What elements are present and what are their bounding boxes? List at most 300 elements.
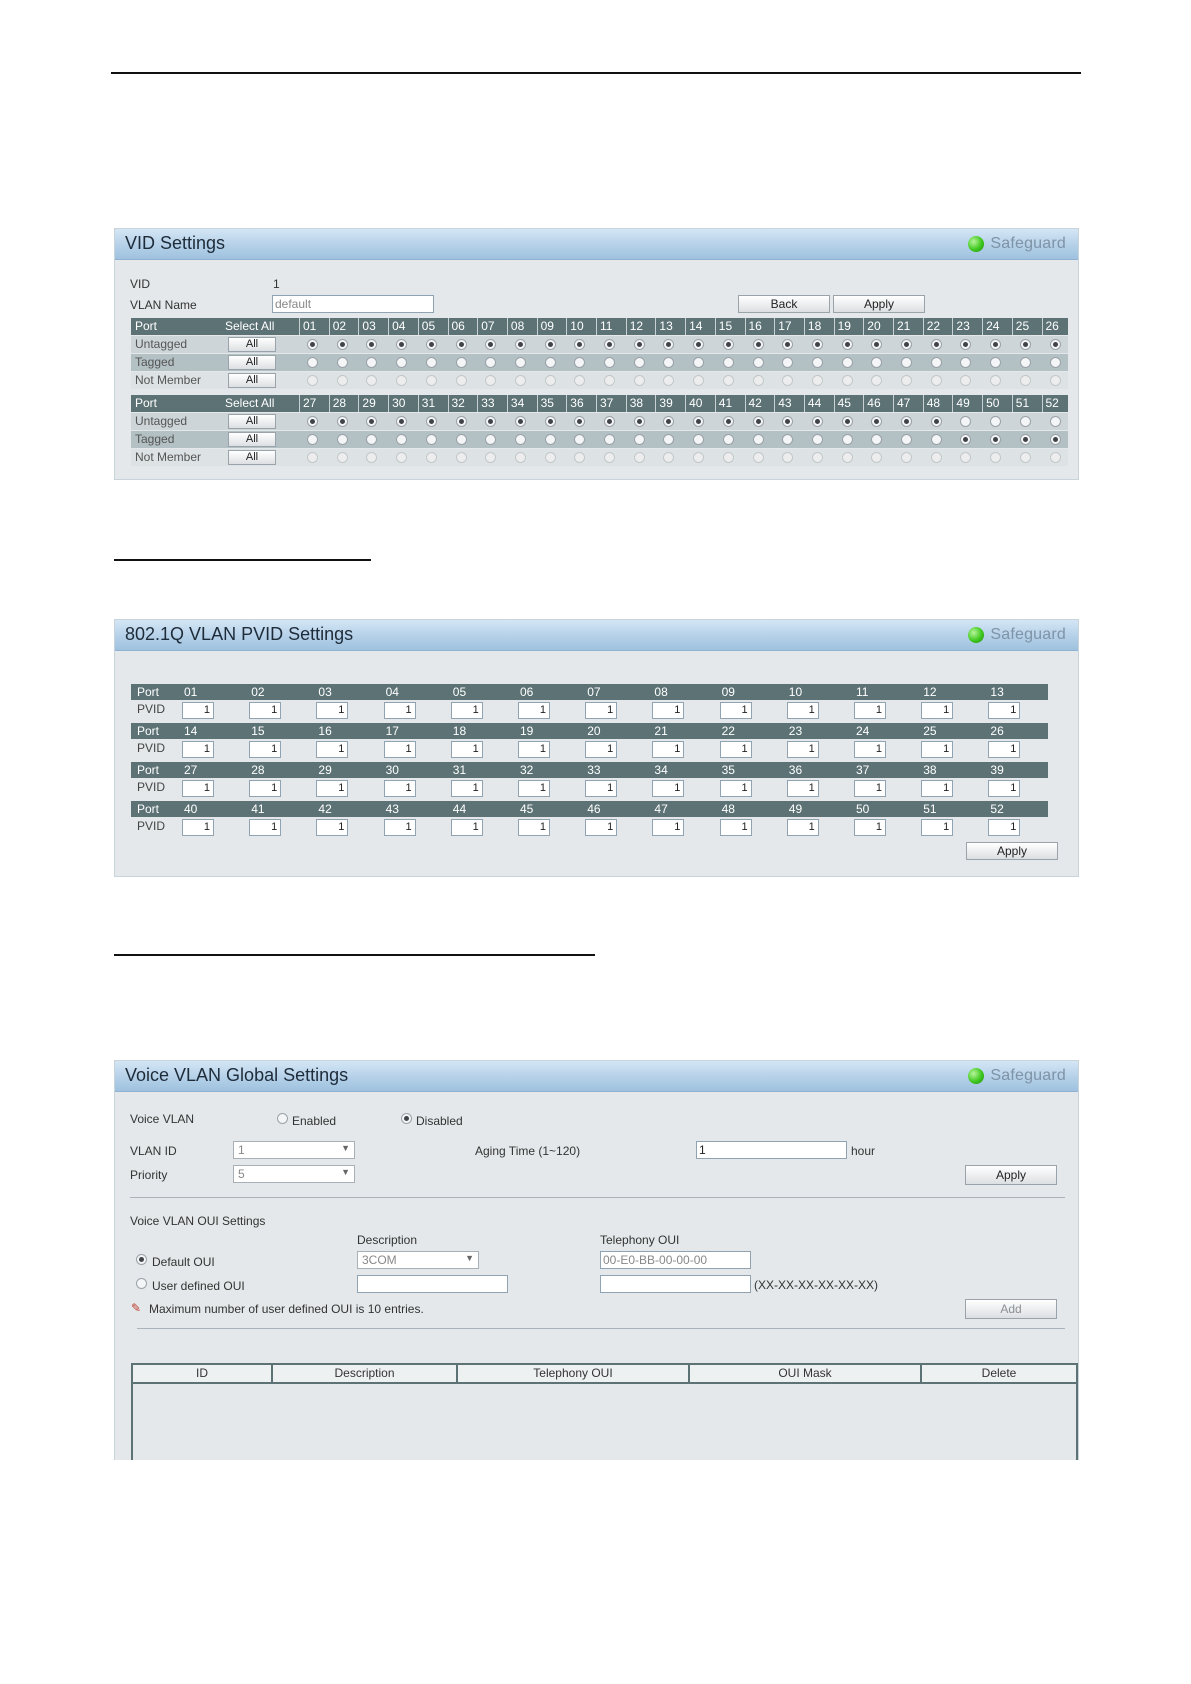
untagged-port-radio[interactable]: [426, 416, 437, 427]
pvid-input[interactable]: 1: [787, 780, 819, 797]
tagged-port-radio[interactable]: [604, 357, 615, 368]
untagged-port-radio[interactable]: [485, 416, 496, 427]
tagged-port-radio[interactable]: [931, 357, 942, 368]
port-cell: [715, 431, 744, 448]
not-member-port-radio[interactable]: [782, 375, 793, 386]
pvid-input[interactable]: 1: [451, 702, 483, 719]
untagged-port-radio[interactable]: [693, 339, 704, 350]
pvid-input[interactable]: 1: [585, 819, 617, 836]
not-member-port-radio[interactable]: [693, 452, 704, 463]
port-number: 24: [856, 724, 870, 738]
pvid-input[interactable]: 1: [854, 780, 886, 797]
pvid-input[interactable]: 1: [652, 819, 684, 836]
not-member-port-radio[interactable]: [960, 452, 971, 463]
untagged-port-radio[interactable]: [634, 416, 645, 427]
port-number: 31: [421, 396, 436, 410]
apply-button[interactable]: Apply: [965, 1165, 1057, 1185]
untagged-port-radio[interactable]: [901, 416, 912, 427]
untagged-port-radio[interactable]: [307, 339, 318, 350]
all-not-member-button[interactable]: All: [228, 450, 276, 465]
untagged-port-radio[interactable]: [456, 416, 467, 427]
apply-button[interactable]: Apply: [966, 842, 1058, 860]
untagged-port-radio[interactable]: [960, 339, 971, 350]
tagged-port-radio[interactable]: [960, 434, 971, 445]
tagged-port-radio[interactable]: [960, 357, 971, 368]
port-number-cell: [537, 395, 566, 412]
untagged-label: Untagged: [135, 414, 188, 428]
tagged-port-radio[interactable]: [634, 357, 645, 368]
pvid-input[interactable]: 1: [854, 741, 886, 758]
tagged-port-radio[interactable]: [634, 434, 645, 445]
port-cell: [893, 372, 922, 389]
not-member-port-radio[interactable]: [307, 375, 318, 386]
port-cell: [507, 431, 536, 448]
port-cell: [745, 372, 774, 389]
port-number-cell: [1012, 318, 1041, 335]
untagged-port-radio[interactable]: [871, 416, 882, 427]
tagged-port-radio[interactable]: [307, 434, 318, 445]
untagged-port-radio[interactable]: [693, 416, 704, 427]
port-number: 42: [748, 396, 762, 410]
pvid-input[interactable]: 1: [182, 780, 214, 797]
pvid-input[interactable]: 1: [384, 780, 416, 797]
untagged-port-radio[interactable]: [901, 339, 912, 350]
pvid-input[interactable]: 1: [518, 819, 550, 836]
all-untagged-button[interactable]: All: [228, 337, 276, 352]
pvid-input[interactable]: 1: [249, 819, 281, 836]
pvid-input[interactable]: 1: [720, 702, 752, 719]
untagged-port-radio[interactable]: [663, 416, 674, 427]
untagged-port-radio[interactable]: [396, 416, 407, 427]
tagged-port-radio[interactable]: [1020, 357, 1031, 368]
untagged-port-radio[interactable]: [574, 416, 585, 427]
pvid-input[interactable]: 1: [585, 741, 617, 758]
port-number-cell: [566, 395, 595, 412]
tagged-port-radio[interactable]: [604, 434, 615, 445]
port-cell: [448, 336, 477, 353]
not-member-port-radio[interactable]: [574, 452, 585, 463]
port-number: 38: [923, 763, 937, 777]
untagged-port-radio[interactable]: [1020, 339, 1031, 350]
pvid-input[interactable]: 1: [720, 741, 752, 758]
not-member-port-radio[interactable]: [366, 375, 377, 386]
untagged-port-radio[interactable]: [782, 339, 793, 350]
port-cell: [863, 336, 892, 353]
not-member-port-radio[interactable]: [1050, 375, 1061, 386]
tagged-port-radio[interactable]: [842, 357, 853, 368]
tagged-port-radio[interactable]: [901, 434, 912, 445]
not-member-port-radio[interactable]: [396, 375, 407, 386]
tagged-port-radio[interactable]: [693, 434, 704, 445]
pvid-input[interactable]: 1: [249, 741, 281, 758]
untagged-port-radio[interactable]: [366, 416, 377, 427]
untagged-port-radio[interactable]: [1020, 416, 1031, 427]
pvid-input[interactable]: 1: [720, 780, 752, 797]
port-cell: [804, 336, 833, 353]
pvid-input[interactable]: 1: [451, 780, 483, 797]
port-cell: [418, 354, 447, 371]
all-tagged-button[interactable]: All: [228, 432, 276, 447]
port-number: 13: [659, 319, 673, 333]
back-button[interactable]: Back: [738, 295, 830, 313]
tagged-port-radio[interactable]: [1020, 434, 1031, 445]
not-member-port-radio[interactable]: [1020, 375, 1031, 386]
tagged-port-radio[interactable]: [753, 357, 764, 368]
untagged-port-radio[interactable]: [337, 339, 348, 350]
tagged-port-radio[interactable]: [782, 357, 793, 368]
tagged-port-radio[interactable]: [782, 434, 793, 445]
untagged-port-radio[interactable]: [812, 339, 823, 350]
not-member-port-radio[interactable]: [663, 375, 674, 386]
not-member-port-radio[interactable]: [842, 452, 853, 463]
pvid-port-row: [131, 723, 1048, 739]
select-all-label: Select All: [225, 319, 275, 333]
port-number: 26: [1045, 319, 1059, 333]
pvid-input[interactable]: 1: [384, 819, 416, 836]
pvid-input[interactable]: 1: [316, 702, 348, 719]
port-cell: [685, 372, 714, 389]
pvid-input[interactable]: 1: [988, 741, 1020, 758]
pvid-input[interactable]: 1: [384, 702, 416, 719]
untagged-port-radio[interactable]: [842, 339, 853, 350]
untagged-port-radio[interactable]: [842, 416, 853, 427]
pvid-input[interactable]: 1: [787, 819, 819, 836]
tagged-port-radio[interactable]: [515, 434, 526, 445]
pvid-input[interactable]: 1: [451, 741, 483, 758]
pvid-port-row: [131, 801, 1048, 817]
enabled-radio[interactable]: [277, 1113, 288, 1124]
panel-title: VID Settings: [125, 233, 226, 253]
tagged-port-radio[interactable]: [723, 357, 734, 368]
not-member-port-radio[interactable]: [337, 452, 348, 463]
port-cell: [329, 431, 358, 448]
not-member-port-radio[interactable]: [634, 452, 645, 463]
disabled-radio[interactable]: [401, 1113, 412, 1124]
telephony-oui-default-input[interactable]: 00-E0-BB-00-00-00: [600, 1251, 751, 1269]
port-number: 46: [867, 396, 881, 410]
port-number-cell: [418, 395, 447, 412]
pvid-input[interactable]: 1: [988, 702, 1020, 719]
untagged-port-radio[interactable]: [337, 416, 348, 427]
tagged-port-radio[interactable]: [307, 357, 318, 368]
not-member-port-radio[interactable]: [990, 375, 1001, 386]
not-member-port-radio[interactable]: [574, 375, 585, 386]
port-number-cell: [329, 318, 358, 335]
safeguard-indicator: [968, 235, 1066, 253]
port-cell: [507, 336, 536, 353]
not-member-port-radio[interactable]: [456, 452, 467, 463]
not-member-port-radio[interactable]: [871, 452, 882, 463]
pvid-input[interactable]: 1: [182, 741, 214, 758]
all-tagged-button[interactable]: All: [228, 355, 276, 370]
tagged-port-radio[interactable]: [574, 357, 585, 368]
not-member-port-radio[interactable]: [812, 452, 823, 463]
pvid-input[interactable]: 1: [518, 702, 550, 719]
tagged-port-radio[interactable]: [901, 357, 912, 368]
not-member-port-radio[interactable]: [307, 452, 318, 463]
add-button[interactable]: Add: [965, 1299, 1057, 1319]
tagged-port-radio[interactable]: [663, 357, 674, 368]
port-cell: [507, 372, 536, 389]
tagged-port-radio[interactable]: [990, 434, 1001, 445]
pvid-input[interactable]: 1: [652, 741, 684, 758]
not-member-port-radio[interactable]: [634, 375, 645, 386]
pvid-input[interactable]: 1: [921, 741, 953, 758]
port-number-cell: [626, 318, 655, 335]
pvid-input[interactable]: 1: [988, 780, 1020, 797]
tagged-port-radio[interactable]: [456, 357, 467, 368]
tagged-port-radio[interactable]: [426, 357, 437, 368]
port-number-cell: [893, 318, 922, 335]
untagged-port-radio[interactable]: [604, 416, 615, 427]
tagged-port-radio[interactable]: [485, 434, 496, 445]
telephony-oui-input[interactable]: [600, 1275, 751, 1293]
pvid-input[interactable]: 1: [182, 819, 214, 836]
untagged-port-radio[interactable]: [723, 416, 734, 427]
tagged-port-radio[interactable]: [693, 357, 704, 368]
pvid-input[interactable]: 1: [316, 741, 348, 758]
tagged-port-radio[interactable]: [812, 357, 823, 368]
tagged-port-radio[interactable]: [366, 434, 377, 445]
pvid-input[interactable]: 1: [585, 780, 617, 797]
not-member-port-radio[interactable]: [426, 375, 437, 386]
untagged-port-radio[interactable]: [931, 339, 942, 350]
untagged-port-radio[interactable]: [396, 339, 407, 350]
port-cell: [566, 431, 595, 448]
port-cell: [982, 449, 1011, 466]
not-member-port-radio[interactable]: [545, 452, 556, 463]
tagged-port-radio[interactable]: [574, 434, 585, 445]
untagged-port-radio[interactable]: [812, 416, 823, 427]
all-not-member-button[interactable]: All: [228, 373, 276, 388]
port-number-cell: [537, 318, 566, 335]
not-member-port-radio[interactable]: [842, 375, 853, 386]
pvid-input[interactable]: 1: [182, 702, 214, 719]
not-member-port-radio[interactable]: [723, 452, 734, 463]
apply-button[interactable]: Apply: [833, 295, 925, 313]
tagged-port-radio[interactable]: [931, 434, 942, 445]
port-cell: [1012, 372, 1041, 389]
not-member-label: Not Member: [135, 373, 202, 387]
priority-select[interactable]: [233, 1165, 355, 1183]
pvid-input[interactable]: 1: [249, 780, 281, 797]
tagged-port-radio[interactable]: [1050, 434, 1061, 445]
not-member-port-radio[interactable]: [871, 375, 882, 386]
pvid-input[interactable]: 1: [652, 702, 684, 719]
port-cell: [685, 354, 714, 371]
not-member-port-radio[interactable]: [901, 375, 912, 386]
port-cell: [804, 372, 833, 389]
aging-time-input[interactable]: 1: [696, 1141, 847, 1159]
not-member-port-radio[interactable]: [515, 375, 526, 386]
tagged-port-radio[interactable]: [366, 357, 377, 368]
tagged-port-radio[interactable]: [812, 434, 823, 445]
not-member-port-radio[interactable]: [753, 452, 764, 463]
pvid-input[interactable]: 1: [720, 819, 752, 836]
tagged-port-radio[interactable]: [1050, 357, 1061, 368]
pvid-input[interactable]: 1: [921, 702, 953, 719]
port-cell: [537, 354, 566, 371]
not-member-port-radio[interactable]: [366, 452, 377, 463]
all-untagged-button[interactable]: All: [228, 414, 276, 429]
tagged-port-radio[interactable]: [871, 357, 882, 368]
untagged-port-radio[interactable]: [782, 416, 793, 427]
pvid-input[interactable]: 1: [652, 780, 684, 797]
port-number: 23: [788, 724, 803, 738]
not-member-port-radio[interactable]: [456, 375, 467, 386]
port-cell: [715, 354, 744, 371]
untagged-port-radio[interactable]: [366, 339, 377, 350]
port-number: 02: [332, 319, 347, 333]
untagged-port-radio[interactable]: [663, 339, 674, 350]
untagged-port-radio[interactable]: [753, 339, 764, 350]
pvid-input[interactable]: 1: [518, 741, 550, 758]
tagged-port-radio[interactable]: [990, 357, 1001, 368]
tagged-port-radio[interactable]: [426, 434, 437, 445]
description-input[interactable]: [357, 1275, 508, 1293]
tagged-port-radio[interactable]: [456, 434, 467, 445]
tagged-port-radio[interactable]: [545, 357, 556, 368]
pvid-label: PVID: [137, 819, 166, 833]
not-member-port-radio[interactable]: [337, 375, 348, 386]
untagged-port-radio[interactable]: [545, 416, 556, 427]
tagged-port-radio[interactable]: [337, 434, 348, 445]
port-number: 20: [867, 319, 881, 333]
not-member-port-radio[interactable]: [545, 375, 556, 386]
not-member-port-radio[interactable]: [1020, 452, 1031, 463]
not-member-port-radio[interactable]: [485, 452, 496, 463]
port-cell: [507, 449, 536, 466]
not-member-port-radio[interactable]: [485, 375, 496, 386]
tagged-port-radio[interactable]: [545, 434, 556, 445]
tagged-port-radio[interactable]: [396, 357, 407, 368]
default-oui-radio[interactable]: [136, 1254, 147, 1265]
not-member-port-radio[interactable]: [604, 375, 615, 386]
port-number: 22: [926, 319, 941, 333]
not-member-port-radio[interactable]: [426, 452, 437, 463]
tagged-port-radio[interactable]: [871, 434, 882, 445]
not-member-port-radio[interactable]: [782, 452, 793, 463]
tagged-port-radio[interactable]: [842, 434, 853, 445]
untagged-port-radio[interactable]: [1050, 339, 1061, 350]
untagged-port-radio[interactable]: [1050, 416, 1061, 427]
port-cell: [388, 336, 417, 353]
vlan-name-input[interactable]: default: [272, 295, 434, 313]
pvid-input[interactable]: 1: [921, 819, 953, 836]
not-member-port-radio[interactable]: [960, 375, 971, 386]
untagged-port-radio[interactable]: [515, 416, 526, 427]
tagged-label: Tagged: [135, 355, 175, 369]
port-number: 21: [897, 319, 911, 333]
port-cell: [477, 336, 506, 353]
pvid-input[interactable]: 1: [249, 702, 281, 719]
pvid-input[interactable]: 1: [316, 819, 348, 836]
port-number: 52: [990, 802, 1004, 816]
untagged-port-radio[interactable]: [634, 339, 645, 350]
untagged-port-radio[interactable]: [604, 339, 615, 350]
port-number: 04: [392, 319, 406, 333]
port-cell: [1012, 413, 1041, 430]
description-select[interactable]: [357, 1251, 479, 1269]
untagged-port-radio[interactable]: [871, 339, 882, 350]
untagged-port-radio[interactable]: [515, 339, 526, 350]
not-member-port-radio[interactable]: [931, 452, 942, 463]
port-number: 35: [540, 396, 554, 410]
tagged-port-radio[interactable]: [723, 434, 734, 445]
pvid-input[interactable]: 1: [316, 780, 348, 797]
port-cell: [299, 372, 328, 389]
not-member-port-radio[interactable]: [753, 375, 764, 386]
tagged-port-radio[interactable]: [753, 434, 764, 445]
pvid-input[interactable]: 1: [854, 702, 886, 719]
oui-table-body: [131, 1384, 1078, 1460]
port-cell: [1012, 449, 1041, 466]
port-number-cell: [477, 318, 506, 335]
port-number-cell: [923, 395, 952, 412]
pvid-input[interactable]: 1: [384, 741, 416, 758]
untagged-port-radio[interactable]: [723, 339, 734, 350]
not-member-port-radio[interactable]: [931, 375, 942, 386]
untagged-port-radio[interactable]: [574, 339, 585, 350]
tagged-port-radio[interactable]: [515, 357, 526, 368]
untagged-port-radio[interactable]: [426, 339, 437, 350]
pvid-input[interactable]: 1: [585, 702, 617, 719]
port-cell: [1042, 336, 1071, 353]
untagged-port-radio[interactable]: [990, 416, 1001, 427]
pvid-input[interactable]: 1: [988, 819, 1020, 836]
tagged-port-radio[interactable]: [663, 434, 674, 445]
untagged-port-radio[interactable]: [545, 339, 556, 350]
tagged-port-radio[interactable]: [485, 357, 496, 368]
untagged-port-radio[interactable]: [456, 339, 467, 350]
pvid-input[interactable]: 1: [518, 780, 550, 797]
pvid-input[interactable]: 1: [787, 702, 819, 719]
not-member-port-radio[interactable]: [663, 452, 674, 463]
not-member-port-radio[interactable]: [723, 375, 734, 386]
user-defined-oui-radio[interactable]: [136, 1278, 147, 1289]
untagged-port-radio[interactable]: [485, 339, 496, 350]
tagged-port-radio[interactable]: [337, 357, 348, 368]
aging-time-label: Aging Time (1~120): [475, 1144, 581, 1158]
not-member-port-radio[interactable]: [693, 375, 704, 386]
status-green-icon: [968, 236, 984, 252]
vlan-id-select[interactable]: [233, 1141, 355, 1159]
not-member-port-radio[interactable]: [604, 452, 615, 463]
untagged-port-radio[interactable]: [307, 416, 318, 427]
port-number-cell: [655, 318, 684, 335]
not-member-port-radio[interactable]: [990, 452, 1001, 463]
port-cell: [982, 336, 1011, 353]
pvid-input[interactable]: 1: [921, 780, 953, 797]
untagged-port-radio[interactable]: [990, 339, 1001, 350]
port-number-cell: [952, 318, 981, 335]
not-member-port-radio[interactable]: [1050, 452, 1061, 463]
pvid-input[interactable]: 1: [451, 819, 483, 836]
not-member-port-radio[interactable]: [901, 452, 912, 463]
untagged-port-radio[interactable]: [931, 416, 942, 427]
port-cell: [774, 413, 803, 430]
untagged-port-radio[interactable]: [960, 416, 971, 427]
pvid-input[interactable]: 1: [787, 741, 819, 758]
port-cell: [358, 354, 387, 371]
port-number-cell: [507, 395, 536, 412]
not-member-port-radio[interactable]: [396, 452, 407, 463]
tagged-port-radio[interactable]: [396, 434, 407, 445]
not-member-port-radio[interactable]: [812, 375, 823, 386]
pvid-input[interactable]: 1: [854, 819, 886, 836]
untagged-port-radio[interactable]: [753, 416, 764, 427]
not-member-port-radio[interactable]: [515, 452, 526, 463]
